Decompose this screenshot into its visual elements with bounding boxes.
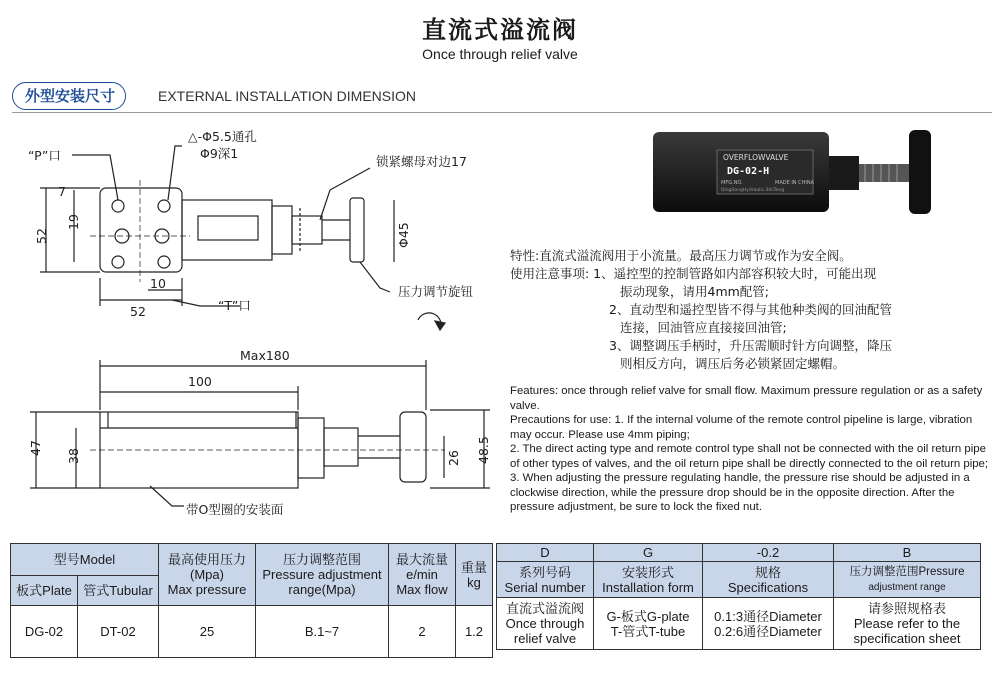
dim-phi45: Φ45 [396, 222, 411, 248]
label-through-hole: △-Φ5.5通孔 [188, 129, 257, 144]
header-serial [497, 562, 594, 598]
header-spec [703, 562, 834, 598]
photo-maker: QingSongHydraulic.ShiiTeng [721, 188, 785, 193]
label-lock-nut: 锁紧螺母对边17 [376, 154, 467, 169]
photo-made-in: MADE IN CHINA [775, 180, 815, 186]
feature-line: 则相反方向，调压后务必锁紧固定螺帽。 [620, 356, 846, 371]
header-text: Max pressure [167, 582, 247, 597]
header-weight [456, 544, 493, 606]
code-cell: D [497, 544, 594, 562]
header-text: range(Mpa) [288, 582, 356, 597]
header-text: 安装形式 [621, 564, 674, 580]
bolt-hole [158, 256, 170, 268]
header-tubular: 管式Tubular [78, 576, 159, 606]
header-range [256, 544, 389, 606]
cell-text: 0.1:3通径Diameter [714, 608, 822, 624]
feature-line: 连接，回油管应直接接回油管; [620, 320, 787, 335]
cell-max-pressure: 25 [159, 606, 256, 658]
label-t-port: “T”口 [218, 298, 251, 313]
dim-26: 26 [446, 450, 461, 466]
header-max-pressure [159, 544, 256, 606]
knob-top [350, 198, 364, 262]
nut-side [298, 418, 324, 478]
nut-top [272, 206, 292, 254]
dim-47: 47 [28, 440, 43, 456]
code-cell: -0.2 [703, 544, 834, 562]
header-text: kg [467, 574, 481, 590]
header-text: (Mpa) [190, 567, 224, 582]
cell-text: T-管式T-tube [610, 623, 686, 639]
header-text: Installation form [602, 579, 694, 595]
page-subtitle: Once through relief valve [422, 46, 578, 62]
header-model: 型号Model [11, 544, 159, 576]
cell-serial [497, 598, 594, 650]
feature-line: 振动现象，请用4mm配管; [620, 284, 770, 299]
header-text: 最高使用压力 [167, 552, 246, 567]
header-installation [594, 562, 703, 598]
feature-line: 使用注意事项: 1、遥控型的控制管路如内部容积较大时，可能出现 [510, 266, 877, 281]
stem-side [324, 428, 358, 466]
product-photo [643, 124, 953, 224]
photo-mfg: MFG.NO. [721, 180, 743, 186]
cell-spec [703, 598, 834, 650]
header-text: adjustment range [868, 581, 946, 593]
cell-text: specification sheet [853, 631, 961, 646]
cell-installation [594, 598, 703, 650]
cell-range: B.1~7 [256, 606, 389, 658]
header-text: 规格 [754, 564, 781, 580]
header-text: 最大流量 [395, 552, 448, 567]
header-text: Serial number [504, 579, 586, 595]
knob-side [400, 412, 426, 482]
cell-text: relief valve [513, 631, 577, 646]
photo-label: OVERFLOWVALVE [723, 153, 789, 162]
dim-max180: Max180 [240, 348, 290, 363]
code-cell: B [834, 544, 981, 562]
header-text: 重量 [460, 559, 487, 575]
cell-text: Once through [505, 616, 585, 631]
cell-text: G-板式G-plate [606, 608, 690, 624]
feature-line: 特性:直流式溢流阀用于小流量。最高压力调节或作为安全阀。 [510, 248, 852, 263]
section-badge: 外型安装尺寸 [12, 82, 126, 110]
section-title: EXTERNAL INSTALLATION DIMENSION [158, 88, 417, 104]
page-title: 直流式溢流阀 [422, 16, 578, 44]
cell-tubular: DT-02 [78, 606, 159, 658]
cell-text: 直流式溢流阀 [505, 601, 584, 616]
stem-top [292, 216, 322, 244]
dim-7: 7 [58, 184, 66, 199]
dim-10: 10 [150, 276, 166, 291]
features-cn [510, 247, 990, 373]
code-cell: G [594, 544, 703, 562]
spec-table [10, 543, 493, 658]
cell-pressure-range [834, 598, 981, 650]
cell-text: 请参照规格表 [867, 601, 946, 616]
header-plate: 板式Plate [11, 576, 78, 606]
dim-52-horizontal: 52 [130, 304, 146, 319]
dim-19: 19 [66, 214, 81, 230]
header-text: Max flow [396, 582, 448, 597]
feature-paragraph: 2. The direct acting type and remote control type shall not be connected with the oil return pipe of other types of valves, and the oil return pipe shall be directly connected to the oil return pipe; [510, 443, 989, 470]
dim-100: 100 [188, 374, 212, 389]
label-oring-surface: 带O型圈的安装面 [186, 502, 284, 517]
feature-paragraph: Precautions for use: 1. If the internal volume of the remote control pipeline is large, vibration may occur. Please use 4mm piping; [510, 414, 973, 441]
header-text: Pressure adjustment [262, 567, 382, 582]
feature-paragraph: 3. When adjusting the pressure regulating handle, the pressure rise should be adjusted in a clockwise direction, while the pressure drop should be in the opposite direction. After the pressure adjustment, be sure to lock the fixed nut. [510, 472, 970, 513]
dim-52-vertical: 52 [34, 228, 49, 244]
features-en [510, 384, 994, 515]
header-text: e/min [406, 567, 438, 582]
bolt-hole [112, 200, 124, 212]
header-text: 压力调整范围 [282, 552, 361, 567]
dim-48-5: 48.5 [476, 436, 491, 464]
header-pressure-range [834, 562, 981, 598]
label-counterbore: Φ9深1 [200, 146, 239, 161]
cell-weight: 1.2 [456, 606, 493, 658]
feature-line: 2、直动型和遥控型皆不得与其他种类阀的回油配管 [609, 302, 892, 317]
cell-flow: 2 [389, 606, 456, 658]
label-p-port: “P”口 [28, 148, 61, 163]
label-knob: 压力调节旋钮 [398, 284, 474, 299]
cell-plate: DG-02 [11, 606, 78, 658]
header-text: 压力调整范围Pressure [849, 565, 965, 578]
header-text: Specifications [727, 579, 809, 595]
bolt-hole [112, 256, 124, 268]
cell-text: 0.2:6通径Diameter [714, 623, 822, 639]
dim-38: 38 [66, 448, 81, 464]
model-code-table [496, 543, 981, 650]
header-flow [389, 544, 456, 606]
header-text: 系列号码 [518, 564, 571, 580]
feature-paragraph: Features: once through relief valve for small flow. Maximum pressure regulation or as a safety valve. [510, 385, 983, 412]
feature-line: 3、调整调压手柄时，升压需顺时针方向调整，降压 [609, 338, 892, 353]
valve-recess [198, 216, 258, 240]
cell-text: Please refer to the [853, 616, 961, 631]
photo-model: DG-02-H [727, 166, 770, 177]
bolt-hole [158, 200, 170, 212]
